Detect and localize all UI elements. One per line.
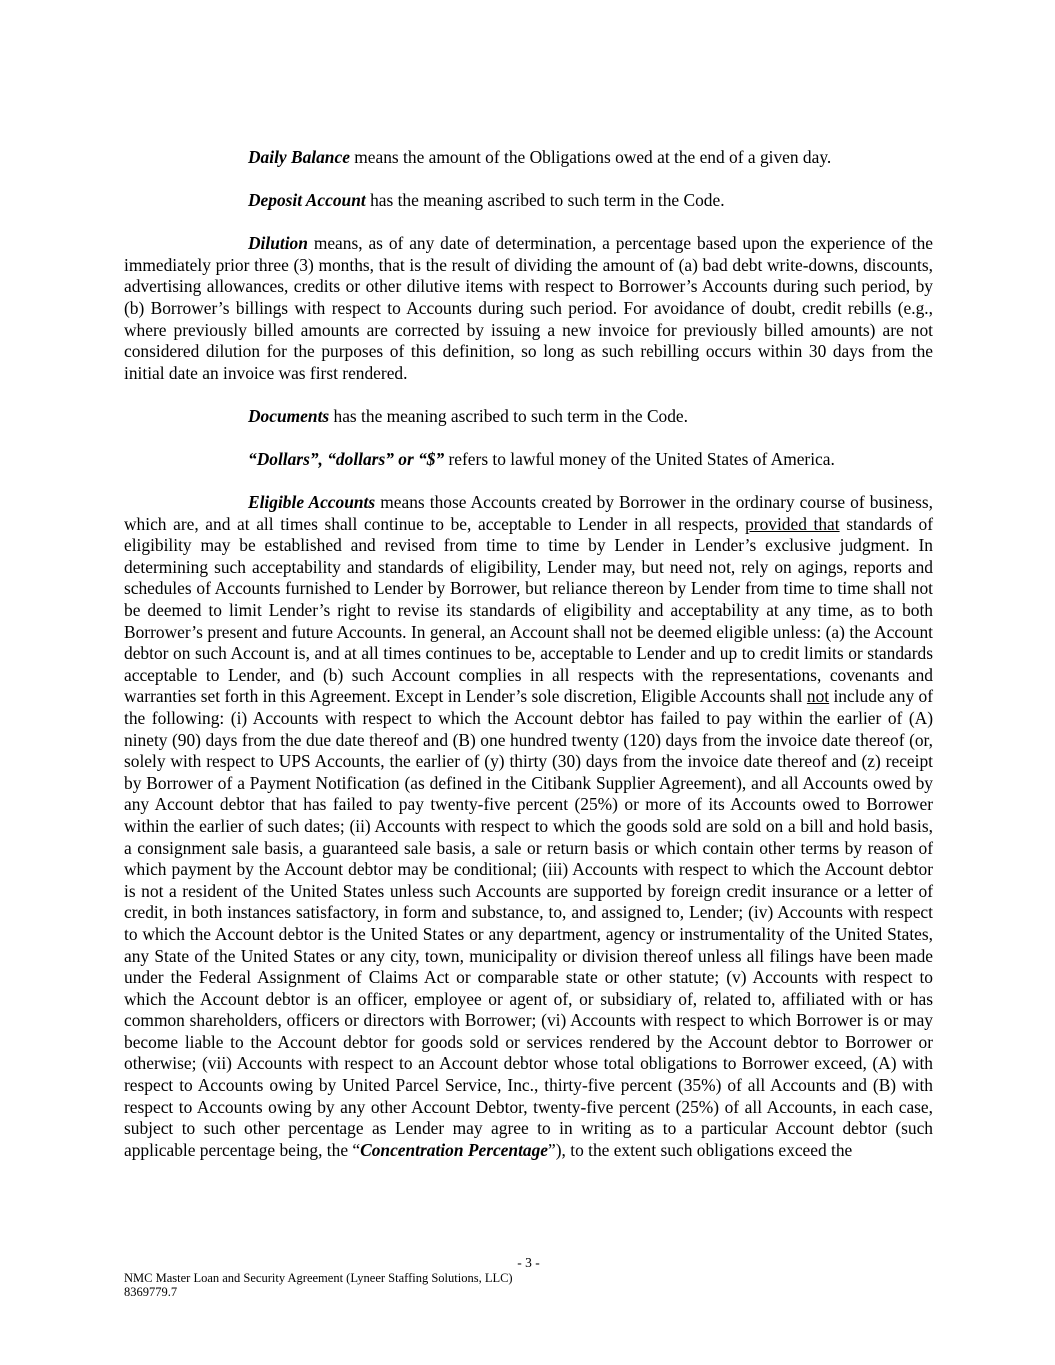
definition-text: means those Accounts created by Borrower in the ordinary course of business, which are, and at all times shall continue to be, acceptable to Lender in all respects, [124, 492, 934, 534]
definition-text: has the meaning ascribed to such term in the Code. [365, 190, 725, 211]
defined-term: “Dollars”, “dollars” or “$” [248, 448, 445, 469]
definition-text: means, as of any date of determination, a percentage based upon the experience of the immediately prior three (3) months, that is the result of dividing the amount of (a) bad debt write-downs, discounts, advertising allowances, credits or other dilutive items with respect to Borrower’s Accounts during such period, by (b) Borrower’s billings with respect to Accounts during such period. For avoidance of doubt, credit rebills (e.g., where previously billed amounts are corrected by issuing a new invoice for previously billed amounts) are not considered dilution for the purposes of this definition, so long as such rebilling occurs within 30 days from the initial date an invoice was first rendered. [124, 233, 933, 383]
definition-deposit-account [124, 190, 933, 212]
definition-text: has the meaning ascribed to such term in the Code. [329, 405, 688, 426]
document-title: NMC Master Loan and Security Agreement (Lyneer Staffing Solutions, LLC) [124, 1270, 513, 1285]
defined-term: Documents [248, 405, 330, 426]
document-body [124, 147, 933, 1183]
definition-text: refers to lawful money of the United States of America. [444, 448, 835, 469]
definition-dilution [124, 233, 933, 384]
page-footer [124, 1256, 933, 1300]
definition-text: include any of the following: (i) Accounts with respect to which the Account debtor has failed to pay within the earlier of (A) ninety (90) days from the due date thereof and (B) one hundred twenty (120) days from the invoice date thereof (or, solely with respect to UPS Accounts, the earlier of (y) thirty (30) days from the invoice date thereof and (z) receipt by Borrower of a Payment Notification (as defined in the Citibank Supplier Agreement), and all Accounts owed by any Account debtor that has failed to pay twenty-five percent (25%) or more of its Accounts owed to Borrower within the earlier of such dates; (ii) Accounts with respect to which the goods sold are sold on a bill and hold basis, a consignment sale basis, a guaranteed sale basis, a sale or return basis or which contain other terms by reason of which payment by the Account debtor may be conditional; (iii) Accounts with respect to which the Account debtor is not a resident of the United States unless such Accounts are supported by foreign credit insurance or a letter of credit, in both instances satisfactory, in form and substance, to, and assigned to, Lender; (iv) Accounts with respect to which the Account debtor is the United States or any department, agency or instrumentality of the United States, any State of the United States or any city, town, municipality or division thereof unless all filings have been made under the Federal Assignment of Claims Act or comparable state or other statute; (v) Accounts with respect to which the Account debtor is an officer, employee or agent of, or subsidiary of, related to, affiliated with or has common shareholders, officers or directors with Borrower; (vi) Accounts with respect to which Borrower is or may become liable to the Account debtor for goods sold or services rendered by the Account debtor to Borrower or otherwise; (vii) Accounts with respect to an Account debtor whose total obligations to Borrower exceed, (A) with respect to Accounts owing by United Parcel Service, Inc., thirty-five percent (35%) of all Accounts and (B) with respect to Accounts owing by any other Account Debtor, twenty-five percent (25%) of all Accounts, in each case, subject to such other percentage as Lender may agree to in writing as to a particular Account debtor (such applicable percentage being, the “ [124, 686, 933, 1160]
definition-documents [124, 406, 933, 428]
defined-term: Daily Balance [248, 147, 350, 167]
page-number: - 3 - [517, 1255, 540, 1270]
underlined-text: not [806, 686, 830, 707]
defined-term: Deposit Account [248, 190, 366, 211]
defined-term: Dilution [248, 233, 308, 254]
definition-text: means the amount of the Obligations owed at the end of a given day. [349, 147, 832, 167]
defined-term: Concentration Percentage [360, 1139, 549, 1160]
definition-dollars [124, 449, 933, 471]
underlined-text: provided that [745, 513, 840, 534]
definition-text: ”), to the extent such obligations exceed the [548, 1139, 853, 1160]
document-id: 8369779.7 [124, 1285, 178, 1299]
definition-text: standards of eligibility may be established and revised from time to time by Lender in Lender’s exclusive judgment. In determining such acceptability and standards of eligibility, Lender may, but need not, rely on agings, reports and schedules of Accounts furnished to Lender by Borrower, but reliance thereon by Lender from time to time shall not be deemed to limit Lender’s right to revise its standards of eligibility and acceptability at any time, as to both Borrower’s present and future Accounts. In general, an Account shall not be deemed eligible unless: (a) the Account debtor on such Account is, and at all times continues to be, acceptable to Lender and up to credit limits or standards acceptable to Lender, and (b) such Account complies in all respects with the representations, covenants and warranties set forth in this Agreement. Except in Lender’s sole discretion, Eligible Accounts shall [124, 513, 933, 707]
definition-eligible-accounts [124, 492, 933, 1161]
definition-daily-balance [124, 147, 933, 169]
defined-term: Eligible Accounts [248, 492, 376, 513]
